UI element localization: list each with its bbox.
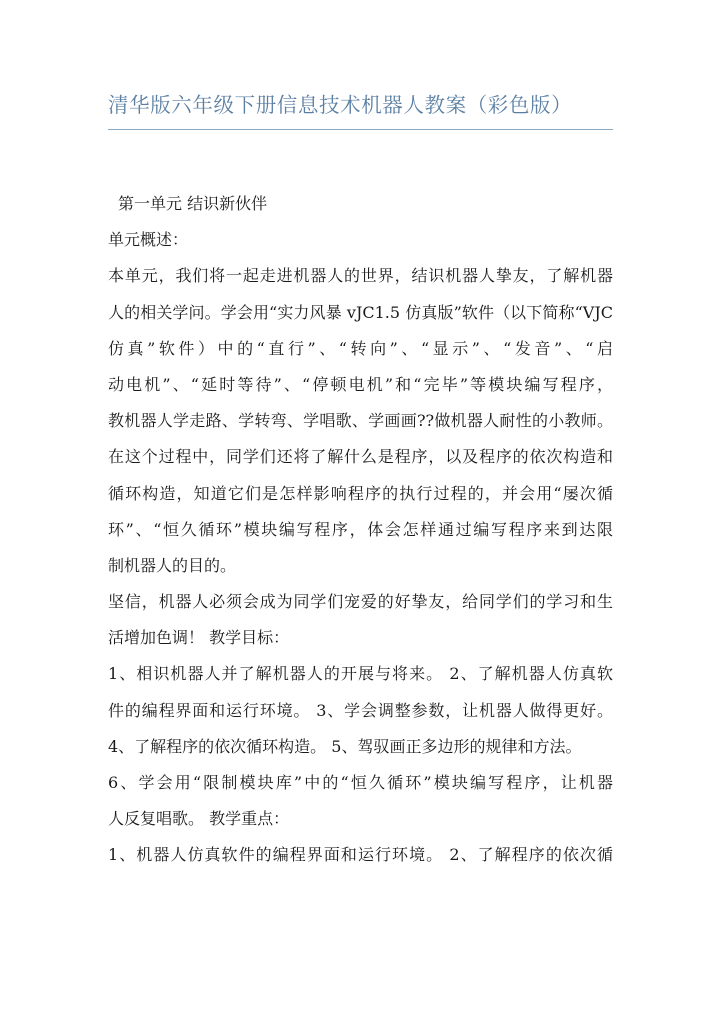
paragraph-line: 动电机”、“延时等待”、“停顿电机”和“完毕”等模块编写程序， [108, 374, 613, 394]
key-point-line: 1、机器人仿真软件的编程界面和运行环境。 2、了解程序的依次循 [108, 845, 613, 865]
title-divider [108, 129, 613, 130]
paragraph-line: 仿真”软件）中的“直行”、“转向”、“显示”、“发音”、“启 [108, 338, 613, 358]
paragraph-line: 本单元，我们将一起走进机器人的世界，结识机器人挚友，了解机器 [108, 266, 613, 286]
paragraph-line: 在这个过程中，同学们还将了解什么是程序，以及程序的依次构造和 [108, 447, 613, 467]
paragraph-line: 坚信，机器人必须会成为同学们宠爱的好挚友，给同学们的学习和生 [108, 592, 613, 612]
objective-line: 6、学会用“限制模块库”中的“恒久循环”模块编写程序，让机器 [108, 773, 613, 792]
subsection-heading: 单元概述： [108, 230, 189, 250]
paragraph-line: 教机器人学走路、学转弯、学唱歌、学画画??做机器人耐性的小教师。 [108, 411, 613, 431]
paragraph-line: 活增加色调！ 教学目标： [108, 628, 290, 648]
paragraph-line: 循环构造，知道它们是怎样影响程序的执行过程的，并会用“屡次循 [108, 483, 613, 503]
objective-line: 1、相识机器人并了解机器人的开展与将来。 2、了解机器人仿真软 [108, 664, 613, 684]
paragraph-line: 环”、“恒久循环”模块编写程序，体会怎样通过编写程序来到达限 [108, 519, 613, 539]
objective-line: 件的编程界面和运行环境。 3、学会调整参数，让机器人做得更好。 [108, 700, 613, 720]
paragraph-line: 制机器人的目的。 [108, 555, 237, 575]
document-title: 清华版六年级下册信息技术机器人教案（彩色版） [108, 93, 573, 117]
objective-line: 人反复唱歌。 教学重点： [108, 809, 290, 829]
document-body [108, 186, 628, 874]
objective-line: 4、了解程序的依次循环构造。 5、驾驭画正多边形的规律和方法。 [108, 736, 582, 756]
paragraph-line: 人的相关学问。学会用“实力风暴 vJC1.5 仿真版”软件（以下简称“VJC [108, 302, 613, 322]
section-heading: 第一单元 结识新伙伴 [118, 194, 268, 213]
